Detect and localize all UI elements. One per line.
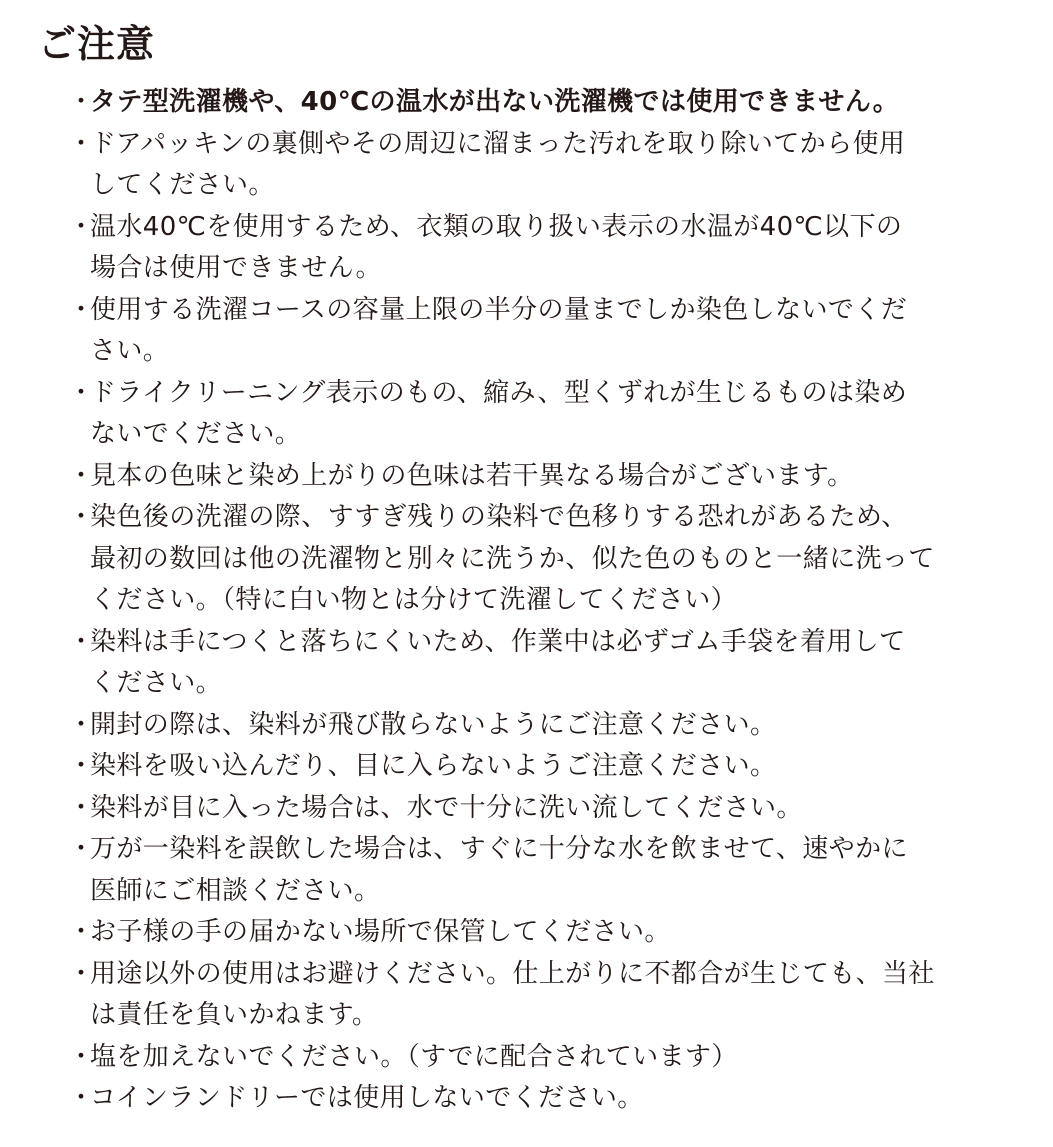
list-item (68, 954, 998, 1037)
notice-text: 染料が目に入った場合は、水で十分に洗い流してください。 (90, 792, 803, 823)
notice-text: ドライクリーニング表示のもの、縮み、型くずれが生じるものは染め ないでください。 (90, 377, 908, 449)
notice-text: 使用する洗濯コースの容量上限の半分の量までしか染色しないでくだ さい。 (90, 294, 908, 366)
notice-text: 染料を吸い込んだり、目に入らないようご注意ください。 (90, 751, 777, 781)
page-title: ご注意 (38, 22, 156, 66)
notice-text: ドアパッキンの裏側やその周辺に溜まった汚れを取り除いてから使用 してください。 (90, 128, 906, 200)
notice-text: 染料は手につくと落ちにくいため、作業中は必ずゴム手袋を着用して ください。 (90, 626, 906, 698)
list-item (68, 788, 998, 830)
notice-text: 見本の色味と染め上がりの色味は若干異なる場合がございます。 (90, 460, 854, 491)
list-item (68, 207, 998, 290)
list-item (68, 705, 998, 747)
list-item (68, 82, 998, 124)
bullet-mark: ・ (68, 294, 95, 325)
bullet-mark: ・ (68, 792, 95, 823)
list-item (68, 1037, 998, 1079)
notice-text: 用途以外の使用はお避けください。仕上がりに不都合が生じても、当社 は責任を負いかねます。 (90, 958, 935, 1030)
bullet-mark: ・ (68, 626, 95, 657)
notice-text: 万が一染料を誤飲した場合は、すぐに十分な水を飲ませて、速やかに 医師にご相談ください。 (90, 834, 908, 906)
list-item (68, 373, 998, 456)
bullet-mark: ・ (68, 87, 95, 117)
bullet-mark: ・ (68, 377, 95, 408)
bullet-mark: ・ (68, 211, 95, 242)
bullet-mark: ・ (68, 751, 95, 781)
notice-list (68, 82, 998, 1120)
bullet-mark: ・ (68, 128, 95, 159)
bullet-mark: ・ (68, 1083, 95, 1113)
list-item (68, 746, 998, 788)
bullet-mark: ・ (68, 502, 95, 532)
list-item (68, 497, 998, 622)
bullet-mark: ・ (68, 834, 95, 864)
notice-text: コインランドリーでは使用しないでください。 (90, 1083, 644, 1113)
bullet-mark: ・ (68, 1041, 95, 1072)
notice-text: お子様の手の届かない場所で保管してください。 (90, 917, 671, 947)
list-item (68, 912, 998, 954)
list-item (68, 290, 998, 373)
list-item (68, 124, 998, 207)
notice-text: 温水40℃を使用するため、衣類の取り扱い表示の水温が40℃以下の 場合は使用できません。 (90, 211, 903, 283)
bullet-mark: ・ (68, 958, 95, 989)
bullet-mark: ・ (68, 709, 95, 740)
list-item (68, 1078, 998, 1120)
notice-text: タテ型洗濯機や、40℃の温水が出ない洗濯機では使用できません。 (90, 87, 900, 117)
list-item (68, 829, 998, 912)
bullet-mark: ・ (68, 460, 95, 491)
notice-text: 染色後の洗濯の際、すすぎ残りの染料で色移りする恐れがあるため、 最初の数回は他の洗濯物と別々に洗うか、似た色のものと一緒に洗って ください。（特に白い物とは分けて洗濯してください） (90, 502, 935, 615)
list-item (68, 456, 998, 498)
notice-text: 塩を加えないでください。（すでに配合されています） (90, 1041, 738, 1072)
bullet-mark: ・ (68, 917, 95, 947)
notice-text: 開封の際は、染料が飛び散らないようにご注意ください。 (90, 709, 777, 740)
list-item (68, 622, 998, 705)
